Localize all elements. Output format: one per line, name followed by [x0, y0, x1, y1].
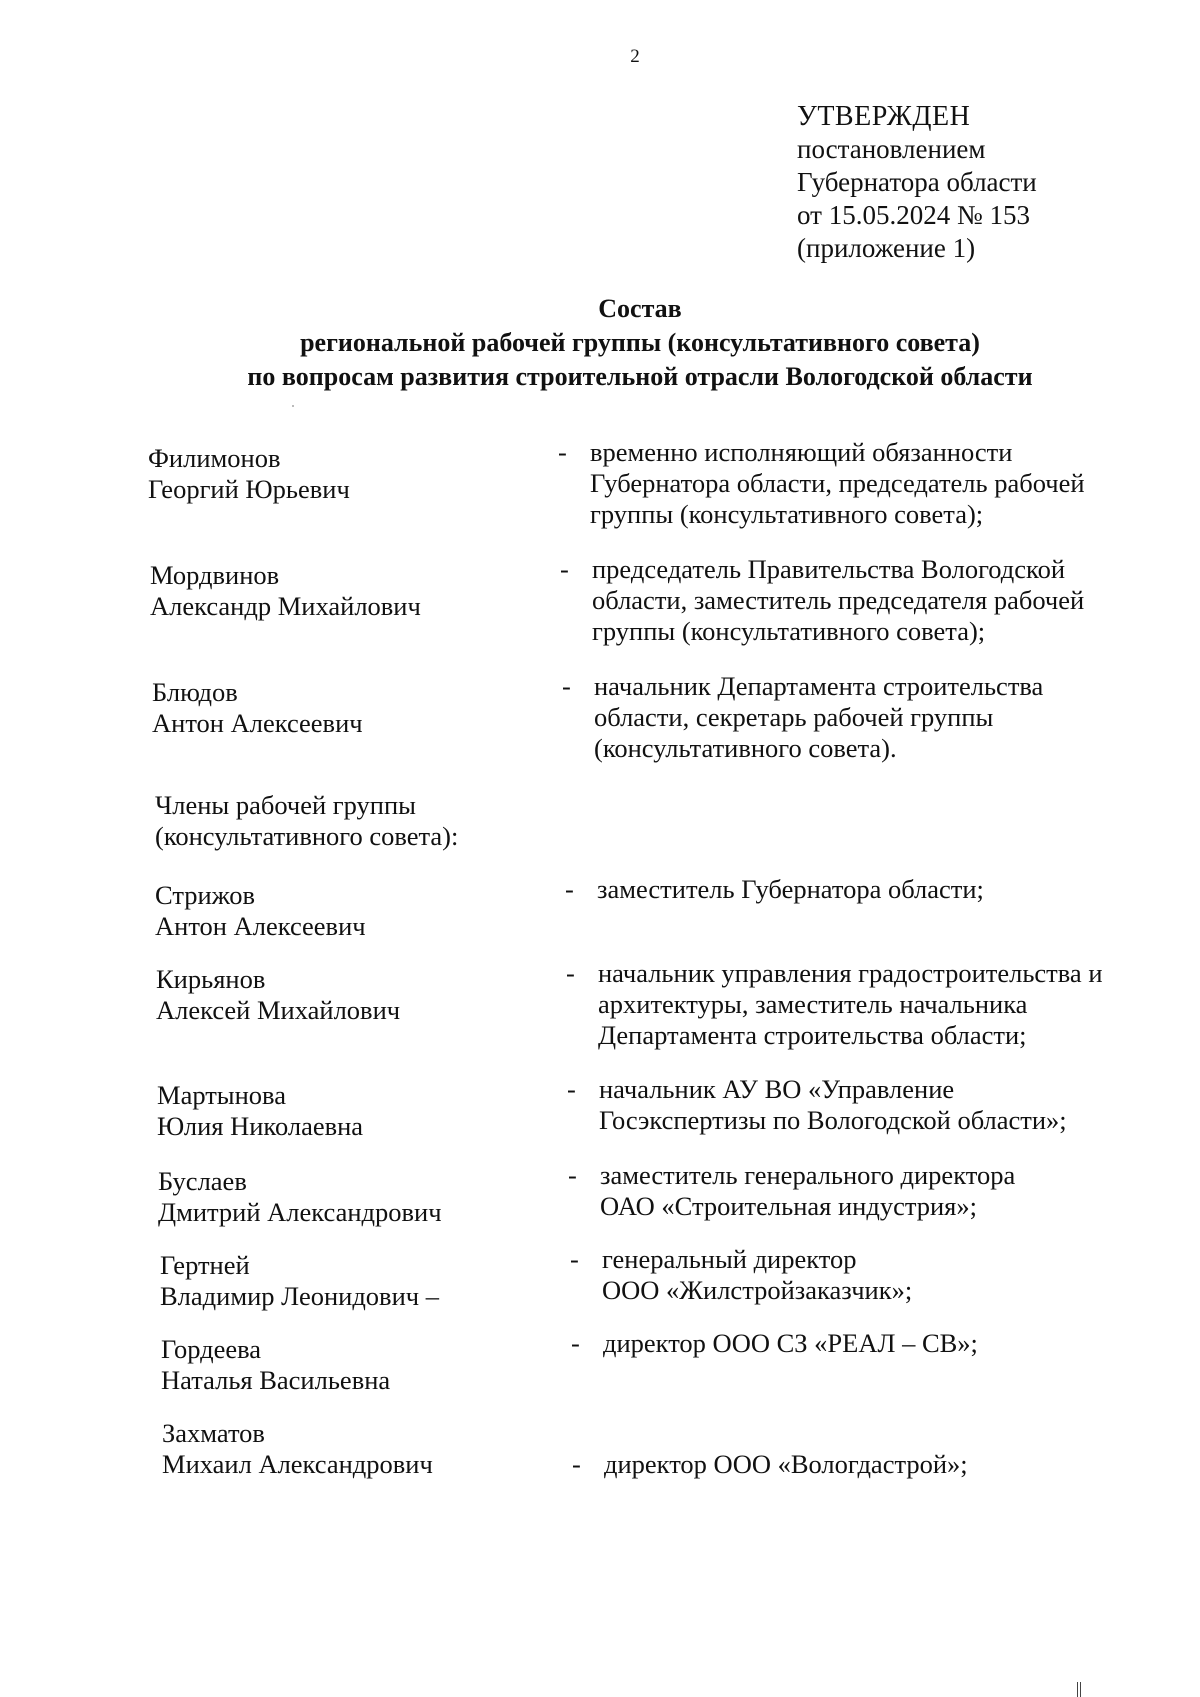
member-surname: Филимонов [148, 443, 281, 473]
title-line: региональной рабочей группы (консультативного совета) [300, 328, 980, 357]
role-line: ООО «Жилстройзаказчик»; [602, 1275, 913, 1305]
member-surname: Мордвинов [150, 560, 280, 590]
member-role [600, 1160, 1160, 1222]
dash-separator: - [562, 671, 571, 701]
member-name [150, 560, 550, 622]
dash-separator: - [566, 958, 575, 988]
member-surname: Гертней [160, 1250, 250, 1280]
role-line: временно исполняющий обязанности [590, 437, 1013, 467]
role-line: заместитель генерального директора [600, 1160, 1016, 1190]
approval-line: Губернатора области [797, 167, 1037, 197]
member-given-names: Владимир Леонидович – [160, 1281, 439, 1311]
member-surname: Стрижов [155, 880, 256, 910]
member-given-names: Александр Михайлович [150, 591, 421, 621]
member-name [152, 677, 552, 739]
member-name [157, 1080, 557, 1142]
dash-separator: - [570, 1244, 579, 1274]
member-given-names: Алексей Михайлович [156, 995, 401, 1025]
role-line: области, заместитель председателя рабочей [592, 585, 1085, 615]
role-line: председатель Правительства Вологодской [592, 554, 1066, 584]
member-given-names: Юлия Николаевна [157, 1111, 364, 1141]
role-line: Госэкспертизы по Вологодской области»; [599, 1105, 1067, 1135]
role-line: Департамента строительства области; [598, 1020, 1027, 1050]
member-name [161, 1334, 561, 1396]
role-line: области, секретарь рабочей группы [594, 702, 994, 732]
dash-separator: - [558, 437, 567, 467]
document-title [0, 292, 1200, 394]
member-surname: Мартынова [157, 1080, 286, 1110]
approval-line: от 15.05.2024 № 153 [797, 200, 1030, 230]
dash-separator: - [572, 1449, 581, 1479]
page-number: 2 [630, 46, 640, 67]
member-surname: Блюдов [152, 677, 238, 707]
member-name [148, 443, 548, 505]
member-name [158, 1166, 558, 1228]
dash-separator: - [571, 1328, 580, 1358]
role-line: начальник управления градостроительства и [598, 958, 1103, 988]
dash-separator: - [565, 874, 574, 904]
member-given-names: Наталья Васильевна [161, 1365, 391, 1395]
member-name [155, 880, 555, 942]
member-given-names: Георгий Юрьевич [148, 474, 350, 504]
scan-speck [292, 405, 294, 407]
member-surname: Захматов [162, 1418, 265, 1448]
approval-stamp [797, 100, 1037, 265]
role-line: (консультативного совета). [594, 733, 897, 763]
dash-separator: - [568, 1160, 577, 1190]
member-role [592, 554, 1152, 647]
member-surname: Кирьянов [156, 964, 266, 994]
role-line: директор ООО СЗ «РЕАЛ – СВ»; [603, 1328, 978, 1358]
members-heading-line: (консультативного совета): [155, 821, 459, 851]
title-line: по вопросам развития строительной отрасли Вологодской области [247, 362, 1033, 391]
role-line: директор ООО «Вологдастрой»; [604, 1449, 968, 1479]
role-line: заместитель Губернатора области; [597, 874, 984, 904]
member-name [156, 964, 556, 1026]
member-role [594, 671, 1154, 764]
member-given-names: Антон Алексеевич [152, 708, 363, 738]
member-given-names: Михаил Александрович [162, 1449, 433, 1479]
role-line: генеральный директор [602, 1244, 857, 1274]
members-heading [155, 790, 458, 852]
dash-separator: - [567, 1074, 576, 1104]
member-name [160, 1250, 560, 1312]
member-role [598, 958, 1198, 1051]
role-line: группы (консультативного совета); [590, 499, 984, 529]
member-surname: Гордеева [161, 1334, 262, 1364]
member-given-names: Дмитрий Александрович [158, 1197, 442, 1227]
approval-head: УТВЕРЖДЕН [797, 101, 971, 132]
dash-separator: - [560, 554, 569, 584]
member-role [603, 1328, 1163, 1359]
members-heading-line: Члены рабочей группы [155, 790, 416, 820]
role-line: группы (консультативного совета); [592, 616, 986, 646]
role-line: начальник Департамента строительства [594, 671, 1044, 701]
role-line: Губернатора области, председатель рабочей [590, 468, 1085, 498]
member-role [602, 1244, 1162, 1306]
member-role [604, 1449, 1164, 1480]
role-line: начальник АУ ВО «Управление [599, 1074, 955, 1104]
member-surname: Буслаев [158, 1166, 247, 1196]
approval-line: постановлением [797, 134, 986, 164]
title-line: Состав [598, 294, 682, 323]
member-role [599, 1074, 1159, 1136]
approval-line: (приложение 1) [797, 233, 976, 263]
member-name [162, 1418, 562, 1480]
member-given-names: Антон Алексеевич [155, 911, 366, 941]
member-role [597, 874, 1157, 905]
role-line: архитектуры, заместитель начальника [598, 989, 1028, 1019]
role-line: ОАО «Строительная индустрия»; [600, 1191, 977, 1221]
margin-mark [1077, 1682, 1081, 1697]
member-role [590, 437, 1150, 530]
